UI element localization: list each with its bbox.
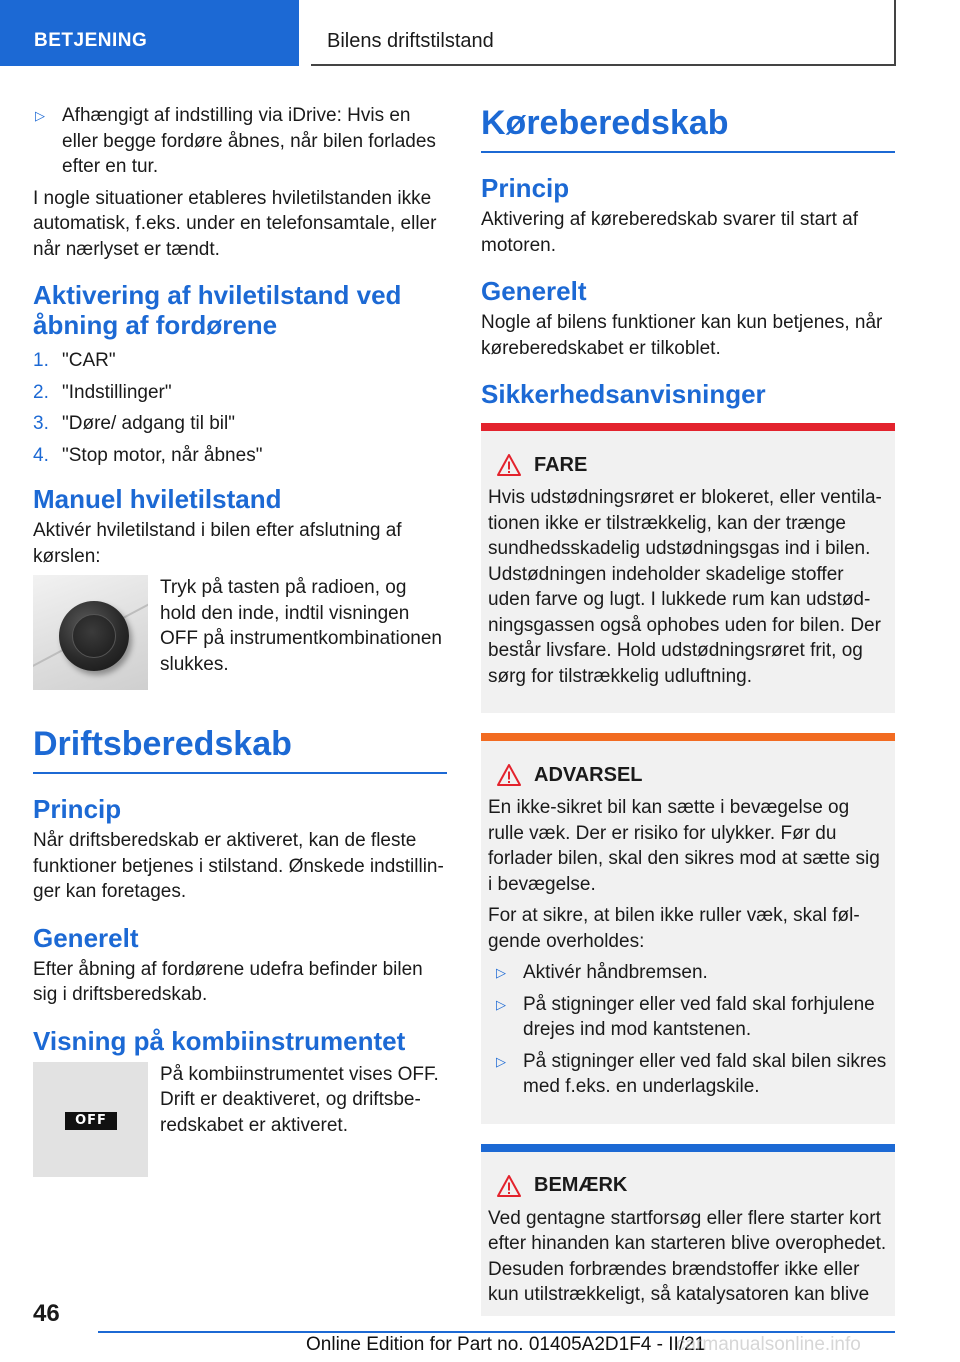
section-heading: Aktivering af hviletilstand ved åbning af fordørene [33,280,402,340]
list-item: 1. "CAR" [33,350,116,371]
section-heading: Sikkerhedsanvisninger [481,379,766,409]
image-with-caption [33,575,447,690]
danger-text: Hvis udstødningsrøret er blokeret, eller ventilationen ikke er tilstrækkelig, kan der trænge sundhedsskadelig udstødningsgas ind i bilen. Udstødningen indeholder skadelige stoffer uden farve og lugt. I lukkede rum kan udstødningsgassen også ophobes uden for bilen. Der består livsfare. Hold udstødningsrøret frit, og sørg for tilstrækkelig udluftning. [488,487,882,687]
triangle-bullet-icon: ▷ [496,996,506,1012]
warning-triangle-icon [496,1174,522,1198]
list-item: ▷ Aktivér håndbremsen. [494,960,887,986]
section-heading: Generelt [481,276,587,306]
list-item: ▷ På stigninger eller ved fald skal bilen sikres med f.eks. en underlagskile. [496,1050,887,1097]
notice-label: BEMÆRK [534,1174,628,1196]
triangle-bullet-icon: ▷ [496,1053,506,1069]
image-with-caption [33,1062,447,1177]
image-caption: På kombiinstrumentet vises OFF. Drift er deaktiveret, og driftsberedskabet er aktiveret. [160,1063,439,1136]
danger-label: FARE [534,453,588,476]
page-header [0,0,960,66]
warning-text: For at sikre, at bilen ikke ruller væk, skal følgende overholdes: [488,905,860,952]
chapter-title: Bilens driftstilstand [311,0,896,66]
page-number: 46 [33,1300,60,1327]
list-item: 3. "Døre/ adgang til bil" [33,413,235,434]
footer-divider [98,1331,895,1333]
list-item: 2. "Indstillinger" [33,381,172,403]
notice-box [481,1144,895,1316]
image-caption: Tryk på tasten på radioen, og hold den inde, indtil visningen OFF på instrumentkombinationen slukkes. [160,577,442,675]
left-column [33,103,447,1177]
page-footer [0,1300,960,1362]
intro-paragraph: I nogle situationer etableres hviletilstanden ikke automatisk, f.eks. under en telefonsamtale, eller når nærlyset er tændt. [33,187,437,260]
paragraph: Efter åbning af fordørene udefra befinder bilen sig i driftsberedskab. [33,958,423,1005]
warning-triangle-icon [496,453,522,477]
section-heading: Princip [481,173,570,203]
warning-box [481,733,895,1124]
watermark: carmanualsonline.info [676,1334,861,1355]
chapter-heading: Køreberedskab [481,103,895,153]
section-heading: Manuel hviletilstand [33,484,282,514]
list-item: ▷ Afhængigt af indstilling via iDrive: Hvis en eller begge fordøre åbnes, når bilen forlades efter en tur. [35,105,436,177]
paragraph: Når driftsberedskab er aktiveret, kan de fleste funktioner betjenes i stilstand. Ønskede indstillinger kan foretages. [33,830,444,902]
paragraph: Aktivér hviletilstand i bilen efter afslutning af kørslen: [33,520,402,567]
chapter-heading: Driftsberedskab [33,724,447,774]
off-display-image [33,1062,148,1177]
list-item: ▷ På stigninger eller ved fald skal forhjulene drejes ind mod kantstenen. [496,993,875,1040]
notice-text: Ved gentagne startforsøg eller flere starter kort efter hinanden kan starteren blive overophedet. Desuden forbrændes brændstoffer ikke eller kun utilstrækkeligt, så katalysatoren kan blive [488,1207,887,1305]
numbered-steps [33,348,447,468]
section-heading: Visning på kombiinstrumentet [33,1025,406,1056]
section-heading: Generelt [33,922,139,953]
warning-label: ADVARSEL [534,763,643,786]
warning-text: En ikke-sikret bil kan sætte i bevægelse og rulle væk. Der er risiko for ulykker. Før du forlader bilen, skal den sikres mod at sætte sig i bevægelse. [488,797,880,895]
paragraph: Aktivering af køreberedskab svarer til start af motoren. [481,209,858,256]
warning-triangle-icon [496,763,522,787]
danger-box [481,423,895,713]
triangle-bullet-icon: ▷ [35,108,45,123]
section-tab: BETJENING [0,0,299,66]
triangle-bullet-icon: ▷ [496,965,506,980]
off-indicator-icon: OFF [65,1112,117,1130]
right-column [481,103,895,1336]
radio-button-image [33,575,148,690]
paragraph: Nogle af bilens funktioner kan kun betjenes, når køreberedskabet er tilkoblet. [481,312,883,359]
edition-text: Online Edition for Part no. 01405A2D1F4 - II/21 [306,1334,706,1355]
section-heading: Princip [33,794,122,824]
list-item: 4. "Stop motor, når åbnes" [33,444,263,466]
